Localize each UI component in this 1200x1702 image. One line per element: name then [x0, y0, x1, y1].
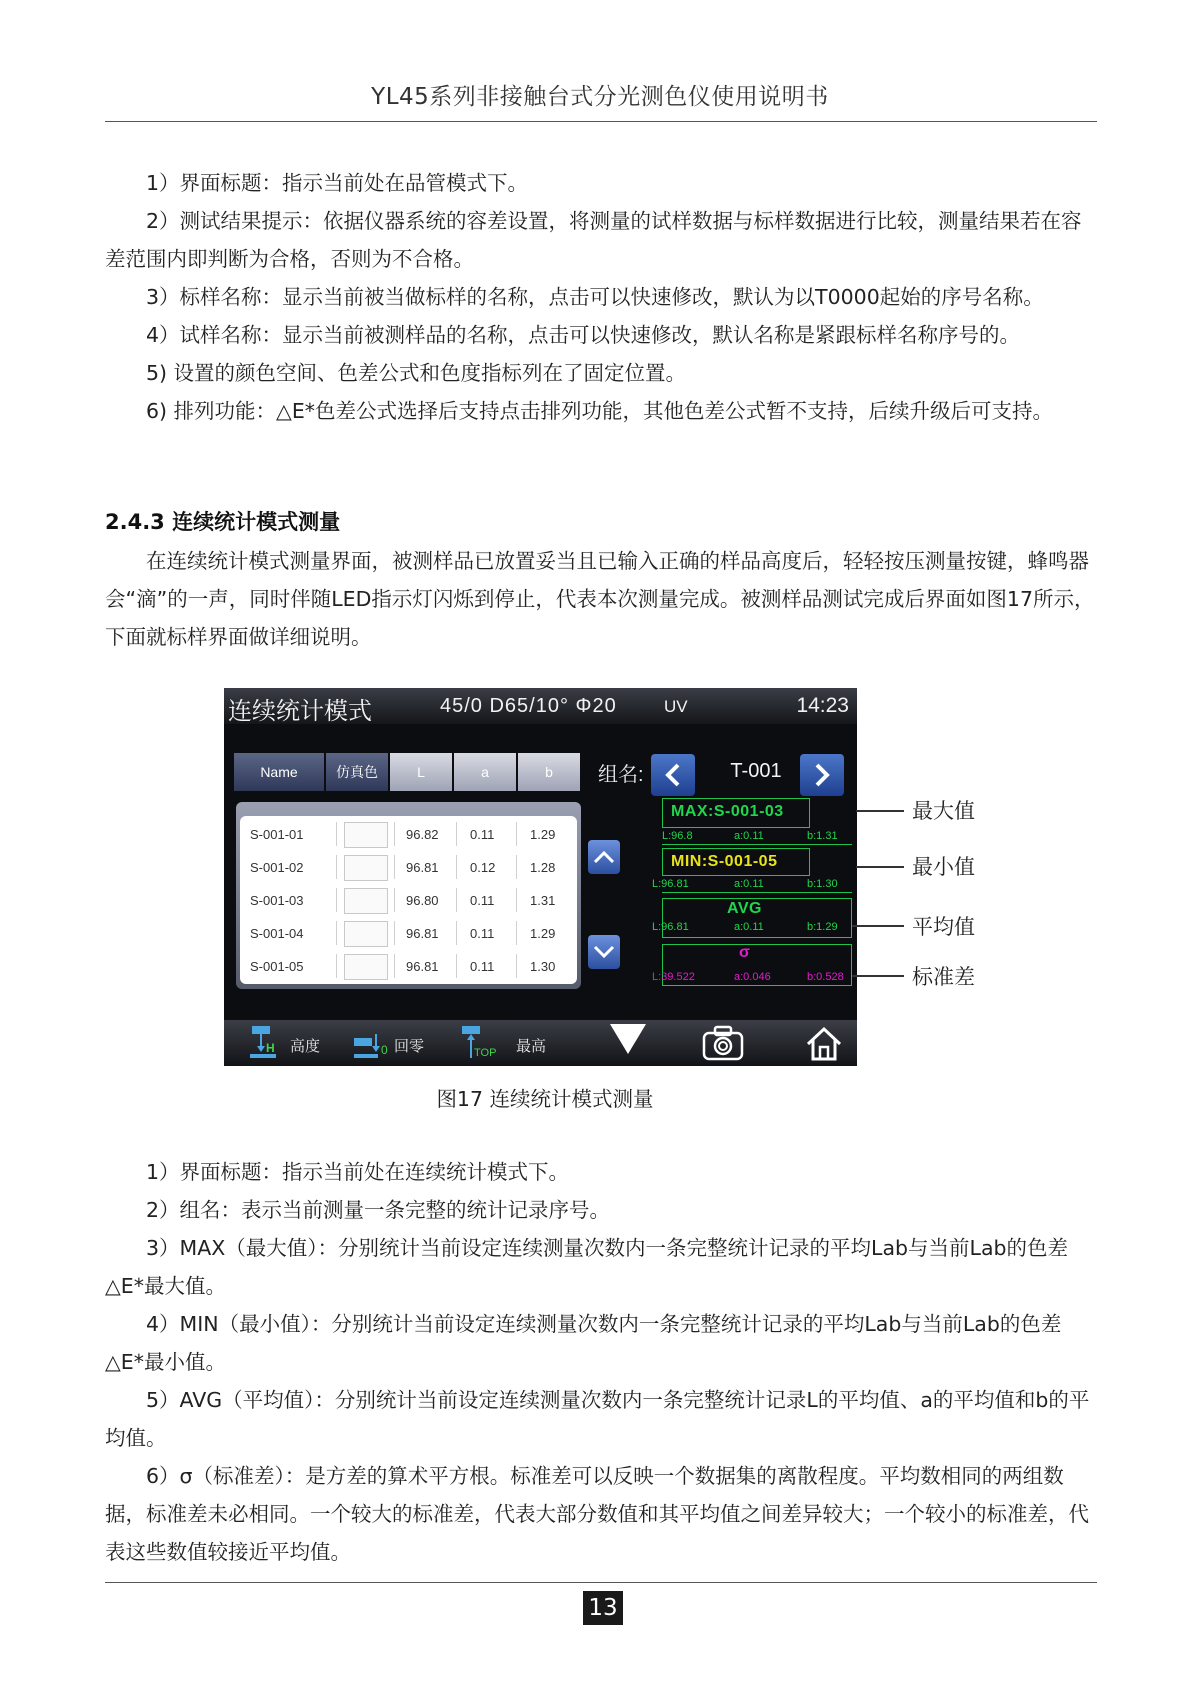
table-row[interactable]: [240, 950, 577, 983]
row-l: 96.80: [406, 893, 439, 908]
min-l: L:96.81: [652, 878, 689, 890]
device-screen-figure: [224, 688, 857, 1066]
scroll-down-button[interactable]: [588, 935, 620, 969]
figure-caption: 图17 连续统计模式测量: [436, 1087, 654, 1111]
chevron-right-icon: [812, 762, 832, 788]
avg-l: L:96.81: [652, 921, 689, 933]
uv-indicator: UV: [664, 697, 688, 716]
callout-line-max: [856, 810, 904, 812]
table-row[interactable]: [240, 884, 577, 917]
table-row[interactable]: [240, 818, 577, 851]
measurement-table: [240, 816, 577, 984]
row-l: 96.81: [406, 959, 439, 974]
column-header-simulated-color[interactable]: 仿真色: [326, 753, 388, 791]
max-a: a:0.11: [734, 830, 764, 842]
chevron-down-icon: [593, 945, 615, 959]
std-b: b:0.528: [807, 971, 844, 983]
row-l: 96.81: [406, 860, 439, 875]
header-rule: [105, 121, 1097, 122]
chevron-left-icon: [663, 762, 683, 788]
zero-button[interactable]: [352, 1020, 452, 1066]
zero-label: 回零: [394, 1038, 425, 1055]
callout-min: 最小值: [912, 855, 975, 879]
column-header-l[interactable]: L: [390, 753, 452, 791]
measurement-params: 45/0 D65/10° Φ20: [440, 695, 617, 717]
intro-item-3: 3）标样名称：显示当前被当做标样的名称，点击可以快速修改，默认为以T0000起始的序号名称。: [146, 285, 1044, 309]
row-b: 1.30: [530, 959, 556, 974]
color-swatch: [344, 888, 388, 914]
std-title: σ: [739, 944, 751, 961]
avg-b: b:1.29: [807, 921, 838, 933]
row-name: S-001-02: [250, 860, 304, 875]
top-icon: [458, 1024, 504, 1062]
top-button[interactable]: [458, 1020, 568, 1066]
min-b: b:1.30: [807, 878, 838, 890]
intro-item-6: 6) 排列功能：△E*色差公式选择后支持点击排列功能，其他色差公式暂不支持，后续升级后可支持。: [146, 399, 1054, 423]
clock: 14:23: [796, 694, 849, 717]
table-row[interactable]: [240, 917, 577, 950]
row-name: S-001-04: [250, 926, 304, 941]
intro-item-1: 1）界面标题：指示当前处在品管模式下。: [146, 171, 529, 195]
mode-title: 连续统计模式: [228, 698, 372, 725]
row-a: 0.11: [470, 959, 495, 974]
svg-text:0: 0: [381, 1043, 388, 1057]
explain-item-3: 3）MAX（最大值）：分别统计当前设定连续测量次数内一条完整统计记录的平均Lab与当前Lab的色差△E*最大值。: [105, 1236, 1069, 1298]
intro-item-5: 5) 设置的颜色空间、色差公式和色度指标列在了固定位置。: [146, 361, 687, 385]
height-icon: [246, 1024, 286, 1062]
explain-item-4: 4）MIN（最小值）：分别统计当前设定连续测量次数内一条完整统计记录的平均Lab与当前Lab的色差△E*最小值。: [105, 1312, 1062, 1374]
std-l: L:39.522: [652, 971, 695, 983]
row-b: 1.28: [530, 860, 556, 875]
page-number: 13: [583, 1591, 623, 1625]
svg-text:TOP: TOP: [474, 1047, 497, 1059]
height-label: 高度: [290, 1038, 321, 1055]
callout-avg: 平均值: [912, 915, 975, 939]
camera-icon[interactable]: [700, 1024, 746, 1062]
zero-icon: [352, 1024, 392, 1062]
callout-line-avg: [852, 925, 904, 927]
color-swatch: [344, 921, 388, 947]
avg-title: AVG: [727, 900, 762, 917]
explain-item-5: 5）AVG（平均值）：分别统计当前设定连续测量次数内一条完整统计记录L的平均值、a的平均值和b的平均值。: [105, 1388, 1090, 1450]
row-l: 96.81: [406, 926, 439, 941]
height-button[interactable]: [246, 1020, 346, 1066]
explain-item-6: 6）σ（标准差）：是方差的算术平方根。标准差可以反映一个数据集的离散程度。平均数相同的两组数据，标准差未必相同。一个较大的标准差，代表大部分数值和其平均值之间差异较大；一个较小的标准差，代表这些数值较接近平均值。: [105, 1464, 1089, 1564]
std-a: a:0.046: [734, 971, 771, 983]
row-a: 0.11: [470, 827, 495, 842]
scroll-up-button[interactable]: [588, 840, 620, 874]
explain-item-2: 2）组名：表示当前测量一条完整的统计记录序号。: [146, 1198, 611, 1222]
group-value[interactable]: T-001: [730, 760, 782, 782]
row-a: 0.12: [470, 860, 496, 875]
top-label: 最高: [516, 1038, 547, 1055]
bottom-toolbar: [224, 1020, 857, 1066]
color-swatch: [344, 954, 388, 980]
home-icon[interactable]: [804, 1024, 844, 1062]
document-title: YL45系列非接触台式分光测色仪使用说明书: [371, 84, 829, 110]
min-a: a:0.11: [734, 878, 764, 890]
next-group-button[interactable]: [800, 754, 844, 796]
color-swatch: [344, 822, 388, 848]
measure-triangle-icon[interactable]: [610, 1024, 646, 1054]
section-heading: 2.4.3 连续统计模式测量: [105, 510, 341, 534]
row-name: S-001-03: [250, 893, 304, 908]
callout-max: 最大值: [912, 799, 975, 823]
table-row[interactable]: [240, 851, 577, 884]
row-b: 1.29: [530, 926, 556, 941]
row-name: S-001-05: [250, 959, 304, 974]
max-title: MAX:S-001-03: [671, 803, 784, 820]
row-b: 1.29: [530, 827, 556, 842]
group-label: 组名:: [598, 764, 644, 786]
row-l: 96.82: [406, 827, 439, 842]
column-header-a[interactable]: a: [454, 753, 516, 791]
column-header-b[interactable]: b: [518, 753, 580, 791]
chevron-up-icon: [593, 850, 615, 864]
row-a: 0.11: [470, 893, 495, 908]
status-bar: [224, 688, 857, 724]
prev-group-button[interactable]: [651, 754, 695, 796]
callout-std: 标准差: [912, 965, 975, 989]
callout-line-min: [856, 866, 904, 868]
color-swatch: [344, 855, 388, 881]
min-title: MIN:S-001-05: [671, 853, 778, 870]
max-b: b:1.31: [807, 830, 838, 842]
intro-item-2: 2）测试结果提示：依据仪器系统的容差设置，将测量的试样数据与标样数据进行比较，测量结果若在容差范围内即判断为合格，否则为不合格。: [105, 209, 1082, 271]
footer-rule: [105, 1582, 1097, 1583]
column-header-name[interactable]: Name: [234, 753, 324, 791]
explain-item-1: 1）界面标题：指示当前处在连续统计模式下。: [146, 1160, 570, 1184]
row-name: S-001-01: [250, 827, 304, 842]
section-body: 在连续统计模式测量界面，被测样品已放置妥当且已输入正确的样品高度后，轻轻按压测量按键，蜂鸣器会“滴”的一声，同时伴随LED指示灯闪烁到停止，代表本次测量完成。被测样品测试完成后界面如图17所示，下面就标样界面做详细说明。: [105, 549, 1095, 649]
intro-item-4: 4）试样名称：显示当前被测样品的名称，点击可以快速修改，默认名称是紧跟标样名称序号的。: [146, 323, 1021, 347]
callout-line-std: [852, 975, 904, 977]
avg-a: a:0.11: [734, 921, 764, 933]
row-b: 1.31: [530, 893, 556, 908]
svg-text:H: H: [266, 1041, 275, 1055]
max-l: L:96.8: [662, 830, 693, 842]
row-a: 0.11: [470, 926, 495, 941]
